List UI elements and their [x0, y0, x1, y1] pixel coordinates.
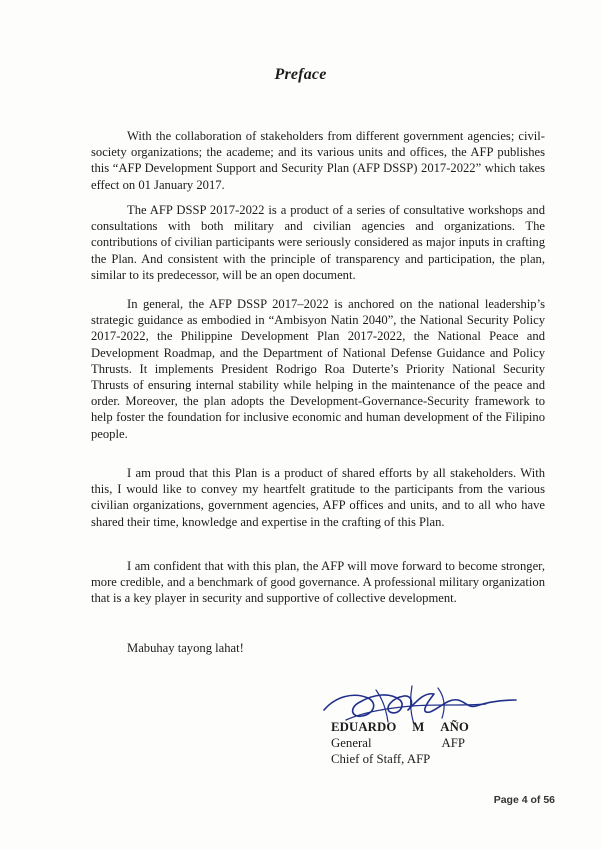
page-number: Page 4 of 56	[493, 794, 555, 806]
signatory-rank	[331, 735, 465, 751]
signature-block	[331, 719, 481, 768]
signatory-rank-org: AFP	[441, 736, 465, 751]
signatory-middle-initial: M	[412, 720, 425, 734]
signatory-name	[331, 719, 469, 735]
preface-paragraph-2: The AFP DSSP 2017-2022 is a product of a series of consultative workshops and consultations with both military and civilian agencies and organizations. The contributions of civilian participants were seriously considered as major inputs in crafting the Plan. And consistent with the principle of transparency and participation, the plan, similar to its predecessor, will be an open document.	[91, 203, 545, 282]
page-title: Preface	[274, 66, 327, 83]
signatory-rank-title: General	[331, 736, 372, 751]
preface-paragraph-4: I am proud that this Plan is a product of shared efforts by all stakeholders. With this, I would like to convey my heartfelt gratitude to the participants from the various civilian organizations, government agencies, AFP offices and units, and to all who have shared their time, knowledge and expertise in the crafting of this Plan.	[91, 466, 545, 529]
preface-paragraph-5: I am confident that with this plan, the AFP will move forward to become stronger, more credible, and a benchmark of good governance. A professional military organization that is a key player in security and supportive of collective development.	[91, 559, 545, 606]
signatory-first-name: EDUARDO	[331, 720, 397, 734]
signatory-last-name: AÑO	[440, 720, 469, 734]
preface-paragraph-3: In general, the AFP DSSP 2017–2022 is anchored on the national leadership’s strategic guidance as embodied in “Ambisyon Natin 2040”, the National Security Policy 2017-2022, the Philippine Development Plan 2017-2022, the National Peace and Development Roadmap, and the Department of National Defense Guidance and Policy Thrusts. It implements President Rodrigo Roa Duterte’s Priority National Security Thrusts of ensuring internal stability while helping in the maintenance of the peace and order. Moreover, the plan adopts the Development-Governance-Security framework to help foster the foundation for inclusive economic and human development of the Filipino people.	[91, 297, 545, 441]
closing-salutation: Mabuhay tayong lahat!	[127, 641, 244, 655]
preface-paragraph-1: With the collaboration of stakeholders from different government agencies; civil-society organizations; the academe; and its various units and offices, the AFP publishes this “AFP Development Support and Security Plan (AFP DSSP) 2017-2022” which takes effect on 01 January 2017.	[91, 129, 545, 192]
signatory-position: Chief of Staff, AFP	[331, 752, 431, 767]
